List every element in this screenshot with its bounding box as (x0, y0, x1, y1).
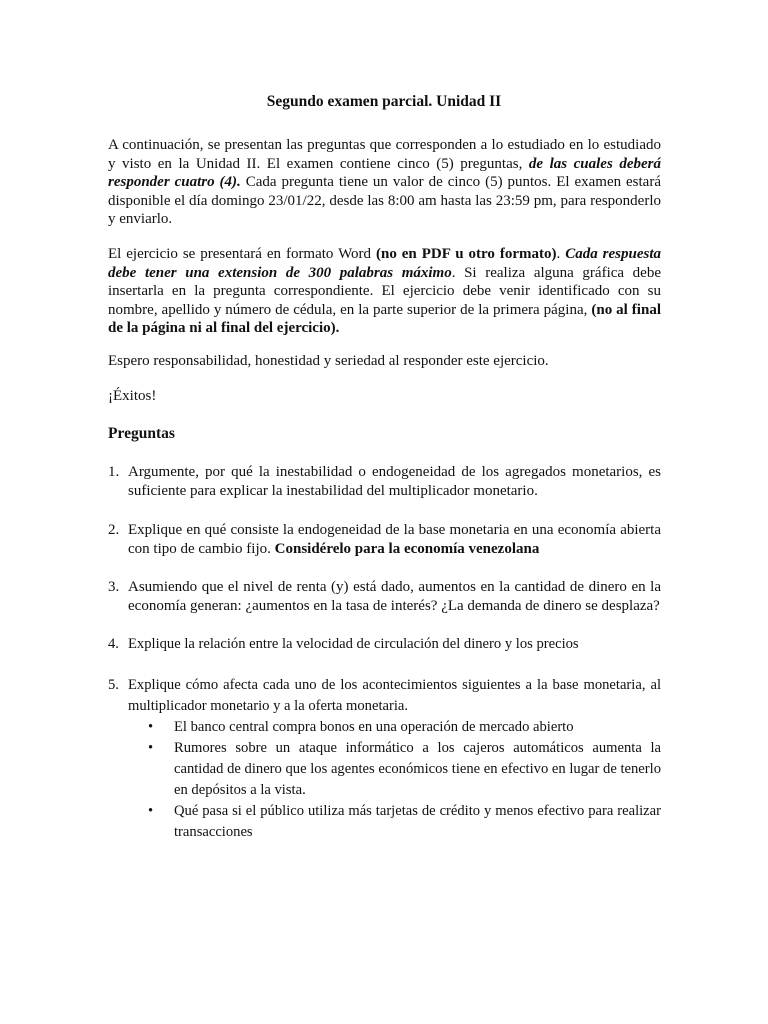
question-3 (108, 578, 661, 615)
question-text: Explique la relación entre la velocidad de circulación del dinero y los precios (128, 636, 579, 652)
question-2 (108, 521, 661, 558)
question-4 (108, 634, 661, 655)
bullet-icon: • (148, 740, 154, 756)
intro-emphasis: (no al final de la página ni al final del ejercicio). (108, 301, 661, 337)
question-emphasis: Considérelo para la economía venezolana (274, 540, 540, 557)
bullet-text: Rumores sobre un ataque informático a los cajeros automáticos aumenta la cantidad de dinero que los agentes económicos tiene en efectivo en lugar de tenerlo en depósitos a la vista. (174, 740, 661, 798)
intro-text: . Si realiza alguna gráfica debe insertarla en la pregunta correspondiente. El ejercicio debe venir identificado con su nombre, apellido y número de cédula, en la parte superior de la primera página, (108, 264, 661, 318)
intro-text: A continuación, se presentan las preguntas que corresponden a lo estudiado en lo estudiado y visto en la Unidad II. El examen contiene cinco (5) preguntas, (108, 137, 661, 172)
intro-paragraph-1 (108, 136, 661, 229)
bullet-text: El banco central compra bonos en una operación de mercado abierto (174, 719, 574, 735)
intro-paragraph-4: ¡Éxitos! (108, 388, 157, 404)
question-number: 4. (108, 636, 119, 652)
question-text: Asumiendo que el nivel de renta (y) está dado, aumentos en la cantidad de dinero en la economía generan: ¿aumentos en la tasa de interés? ¿La demanda de dinero se desplaza? (128, 579, 661, 614)
bullet-icon: • (148, 719, 154, 735)
question-text: Explique cómo afecta cada uno de los acontecimientos siguientes a la base monetaria, al multiplicador monetario y a la oferta monetaria. (128, 677, 661, 714)
question-1 (108, 463, 661, 500)
question-number: 1. (108, 464, 120, 480)
question-5-bullets (148, 717, 661, 843)
bullet-icon: • (148, 803, 154, 819)
questions-heading: Preguntas (108, 425, 175, 442)
question-number: 2. (108, 522, 120, 538)
bullet-item (148, 738, 661, 801)
intro-text: El ejercicio se presentará en formato Word (108, 246, 376, 262)
question-number: 3. (108, 579, 120, 595)
document-title: Segundo examen parcial. Unidad II (266, 93, 502, 110)
question-number: 5. (108, 677, 119, 693)
intro-text: Cada pregunta tiene un valor de cinco (5) puntos. El examen estará disponible el día domingo 23/01/22, desde las 8:00 am hasta las 23:59 pm, para responderlo y enviarlo. (108, 174, 661, 228)
intro-emphasis: (no en PDF u otro formato) (376, 246, 557, 262)
question-text-part: Explique en qué consiste la endogeneidad de la base monetaria en una economía abierta con tipo de cambio fijo. (128, 522, 661, 557)
question-5 (108, 675, 661, 717)
intro-paragraph-2 (108, 245, 661, 338)
intro-emphasis: de las cuales deberá responder cuatro (4). (108, 155, 661, 191)
question-text: Argumente, por qué la inestabilidad o endogeneidad de los agregados monetarios, es suficiente para explicar la inestabilidad del multiplicador monetario. (128, 464, 661, 499)
bullet-item (148, 801, 661, 843)
bullet-text: Qué pasa si el público utiliza más tarjetas de crédito y menos efectivo para realizar transacciones (174, 803, 661, 840)
intro-text: . (556, 246, 566, 262)
intro-emphasis: Cada respuesta debe tener una extension de 300 palabras máximo (108, 246, 662, 281)
bullet-item (148, 717, 661, 738)
intro-paragraph-3: Espero responsabilidad, honestidad y seriedad al responder este ejercicio. (108, 353, 549, 369)
question-text (128, 521, 661, 558)
